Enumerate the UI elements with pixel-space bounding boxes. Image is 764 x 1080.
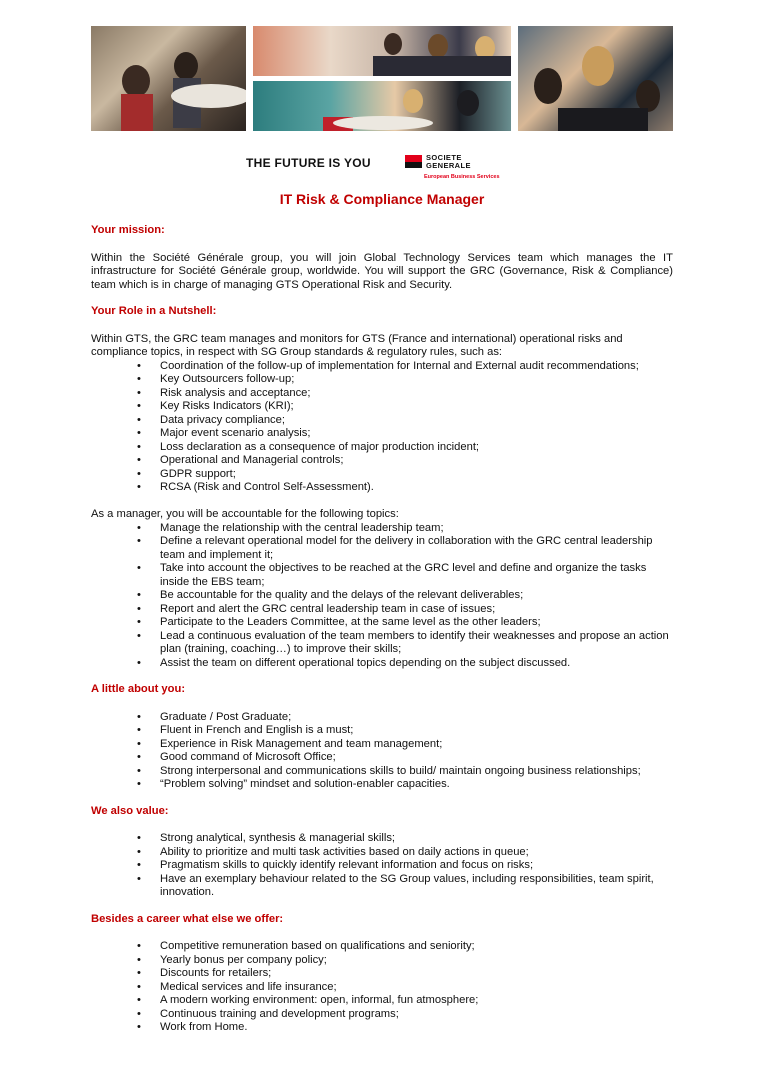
brand-name-line1: SOCIETE	[426, 153, 462, 162]
list-item: • Strong analytical, synthesis & managerial skills;	[160, 832, 673, 846]
list-item: • Graduate / Post Graduate;	[160, 711, 673, 725]
list-item: • “Problem solving” mindset and solution-enabler capacities.	[160, 778, 673, 792]
list-item: • Risk analysis and acceptance;	[160, 387, 673, 401]
list-item: • Take into account the objectives to be reached at the GRC level and define and organize the tasks inside the EBS team;	[160, 562, 673, 589]
list-item: • Manage the relationship with the central leadership team;	[160, 522, 673, 536]
manager-intro: As a manager, you will be accountable for the following topics:	[91, 508, 399, 520]
list-item: • Loss declaration as a consequence of major production incident;	[160, 441, 673, 455]
list-item: • Fluent in French and English is a must;	[160, 724, 673, 738]
job-title: IT Risk & Compliance Manager	[279, 191, 485, 207]
about-list	[91, 711, 673, 792]
list-item: • A modern working environment: open, informal, fun atmosphere;	[160, 994, 673, 1008]
list-item: • Continuous training and development programs;	[160, 1008, 673, 1022]
list-item: • Have an exemplary behaviour related to the SG Group values, including responsibilities, team spirit, innovation.	[160, 873, 673, 900]
brand-flag-icon	[405, 155, 422, 168]
brand-subtitle: European Business Services	[424, 174, 500, 180]
list-item: • Competitive remuneration based on qualifications and seniority;	[160, 940, 673, 954]
list-item: • RCSA (Risk and Control Self-Assessment).	[160, 481, 673, 495]
mission-heading: Your mission:	[91, 224, 165, 236]
collaboration-photo	[253, 81, 511, 131]
about-heading: A little about you:	[91, 683, 186, 695]
role-list	[91, 360, 673, 495]
list-item: • Work from Home.	[160, 1021, 673, 1035]
list-item: • Strong interpersonal and communications skills to build/ maintain ongoing business relationships;	[160, 765, 673, 779]
offer-heading: Besides a career what else we offer:	[91, 912, 284, 925]
role-intro: Within GTS, the GRC team manages and monitors for GTS (France and international) operational risks and compliance topics, in respect with SG Group standards & regulatory rules, such as:	[91, 332, 623, 358]
list-item: • Medical services and life insurance;	[160, 981, 673, 995]
manager-list	[91, 522, 673, 671]
list-item: • Participate to the Leaders Committee, at the same level as the other leaders;	[160, 616, 673, 630]
list-item: • Good command of Microsoft Office;	[160, 751, 673, 765]
offer-list	[91, 940, 673, 1035]
list-item: • Lead a continuous evaluation of the team members to identify their weaknesses and propose an action plan (training, coaching…) to improve their skills;	[160, 630, 673, 657]
list-item: • Discounts for retailers;	[160, 967, 673, 981]
brand-tagline: THE FUTURE IS YOU	[246, 156, 371, 170]
office-meeting-photo	[91, 26, 246, 131]
list-item: • Operational and Managerial controls;	[160, 454, 673, 468]
list-item: • Ability to prioritize and multi task activities based on daily actions in queue;	[160, 846, 673, 860]
list-item: • Data privacy compliance;	[160, 414, 673, 428]
team-discussion-photo	[253, 26, 511, 76]
brand-logo	[246, 152, 506, 184]
list-item: • Key Risks Indicators (KRI);	[160, 400, 673, 414]
list-item: • Coordination of the follow-up of implementation for Internal and External audit recommendations;	[160, 360, 673, 374]
list-item: • Experience in Risk Management and team management;	[160, 738, 673, 752]
value-list	[91, 832, 673, 900]
list-item: • Be accountable for the quality and the delays of the relevant deliverables;	[160, 589, 673, 603]
list-item: • Major event scenario analysis;	[160, 427, 673, 441]
list-item: • Pragmatism skills to quickly identify relevant information and focus on risks;	[160, 859, 673, 873]
list-item: • Key Outsourcers follow-up;	[160, 373, 673, 387]
list-item: • Define a relevant operational model for the delivery in collaboration with the GRC central leadership team and implement it;	[160, 535, 673, 562]
brand-name-line2: GENERALE	[426, 161, 471, 170]
list-item: • Yearly bonus per company policy;	[160, 954, 673, 968]
header-photo-collage	[91, 26, 673, 131]
workstation-photo	[518, 26, 673, 131]
list-item: • Assist the team on different operational topics depending on the subject discussed.	[160, 657, 673, 671]
list-item: • GDPR support;	[160, 468, 673, 482]
value-heading: We also value:	[91, 804, 169, 817]
mission-text: Within the Société Générale group, you will join Global Technology Services team which manages the IT infrastructure for Société Générale group, worldwide. You will support the GRC (Governance, Risk & Compliance) team which is in charge of managing GTS Operational Risk and Security.	[91, 251, 673, 291]
list-item: • Report and alert the GRC central leadership team in case of issues;	[160, 603, 673, 617]
societe-generale-logo	[405, 154, 487, 170]
job-description	[91, 190, 673, 1035]
role-heading: Your Role in a Nutshell:	[91, 305, 217, 317]
